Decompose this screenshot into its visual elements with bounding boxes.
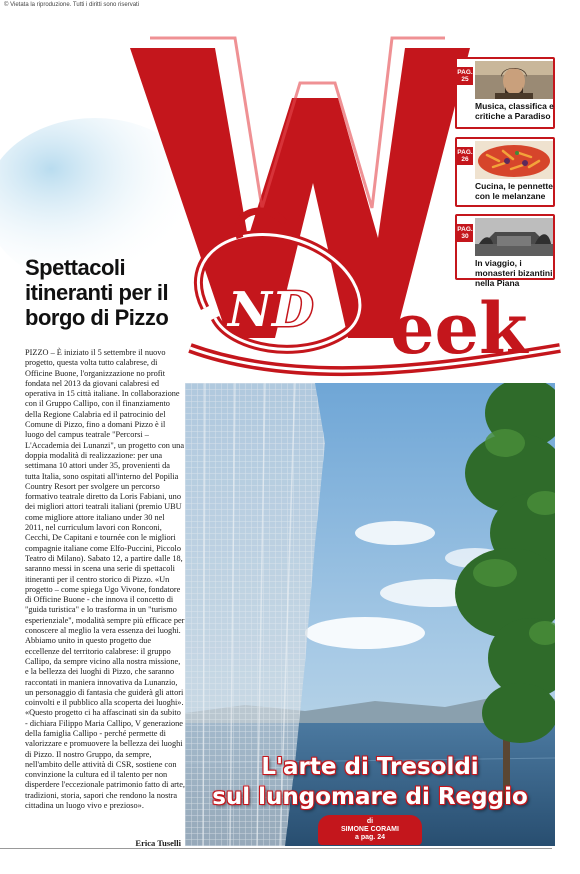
teaser-caption: Cucina, le pennette con le melanzane <box>475 181 553 201</box>
byline-name: SIMONE CORAMI <box>341 826 399 833</box>
byline-di: di <box>366 818 374 825</box>
teaser-page-badge: PAG. 25 <box>457 69 473 83</box>
teaser-caption: Musica, classifica e critiche a Paradiso <box>475 101 554 121</box>
teaser-page-badge: PAG. 30 <box>457 226 473 240</box>
byline-page: a pag. 24 <box>355 834 385 841</box>
teaser-caption: In viaggio, i monasteri bizantini nella Piana <box>475 258 553 288</box>
feature-title-line2: sul lungomare di Reggio <box>212 784 528 810</box>
feature-byline <box>318 815 422 845</box>
teaser-music[interactable] <box>455 57 555 129</box>
article-headline: Spettacoli itineranti per il borgo di Pizzo <box>25 255 169 330</box>
teaser-music-photo <box>475 61 553 99</box>
logo-tail-text: eek <box>390 287 528 370</box>
bottom-divider <box>0 848 552 849</box>
teaser-travel-photo <box>475 218 553 256</box>
teaser-cooking[interactable] <box>455 137 555 207</box>
feature-title-line1: L'arte di Tresoldi <box>261 754 479 780</box>
copyright-notice: © Vietata la riproduzione. Tutti i diritti sono riservati <box>4 2 140 8</box>
article-body: PIZZO – È iniziato il 5 settembre il nuovo progetto, questa volta tutto calabrese, di Officine Buone, l'organizzazione no profit fondata nel 2013 da giovani calabresi ed operativa in 15 città italiane. In collaborazione con il Gruppo Callipo, con il finanziamento della Regione Calabria ed il patrocinio del Comune di Pizzo, fino a domani Pizzo è il luogo del campus teatrale "Percorsi – L'Accademia dei Lunanzi", un progetto con una doppia modalità di realizzazione: per una settimana 10 attori under 35, provenienti da tutta Italia, sono ospitati all'interno del Popilia Country Resort per svolgere un percorso formativo teatrale diretto da Loris Fabiani, uno dei migliori attori teatrali italiani (premio UBU come migliore attore italiano under 30 nel 2011, nel curriculum lavori con Ronconi, Cecchi, De Capitani e tournée con le migliori compagnie italiane come Elfo-Puccini, Piccolo Teatro di Milano). Sabato 12, a partire dalle 18, saranno messi in scena una serie di spettacoli itineranti per il centro storico di Pizzo. «Un progetto – come spiega Ugo Vivone, fondatore di Officine Buone - che innova il concetto di "guida turistica" e lo trasforma in un "turismo esperienziale", modalità sempre più efficace per conoscere al meglio la vera essenza dei luoghi. Abbiamo unito in questo progetto due eccellenze del territorio calabrese: il gruppo Callipo, da sempre vicino alla nostra missione, e la bellezza dei luoghi di Pizzo, che saranno raccontati in maniera innovativa da Lunanzio, un personaggio di fantasia che guiderà gli attori coinvolti e il pubblico alla scoperta dei luoghi». «Questo progetto ci ha affascinati sin da subito - dichiara Filippo Maria Callipo, V generazione della famiglia Callipo - perché permette di valorizzare e promuovere la bellezza dei luoghi di Pizzo. Il nostro Gruppo, da sempre, nell'ambito delle attività di CSR, sostiene con convinzione la cultura ed il talento per non disperdere l'eccezionale patrimonio fatto di arte, tradizioni, storia, sapori che rendono la nostra cittadina un luogo vivo e prezioso». <box>25 348 185 811</box>
logo-script-text: ND <box>228 282 314 338</box>
feature-title <box>190 752 550 812</box>
teaser-cooking-photo <box>475 141 553 179</box>
teaser-page-badge: PAG. 26 <box>457 149 473 163</box>
article-author: Erica Tuselli <box>135 838 181 848</box>
teaser-travel[interactable] <box>455 214 555 288</box>
